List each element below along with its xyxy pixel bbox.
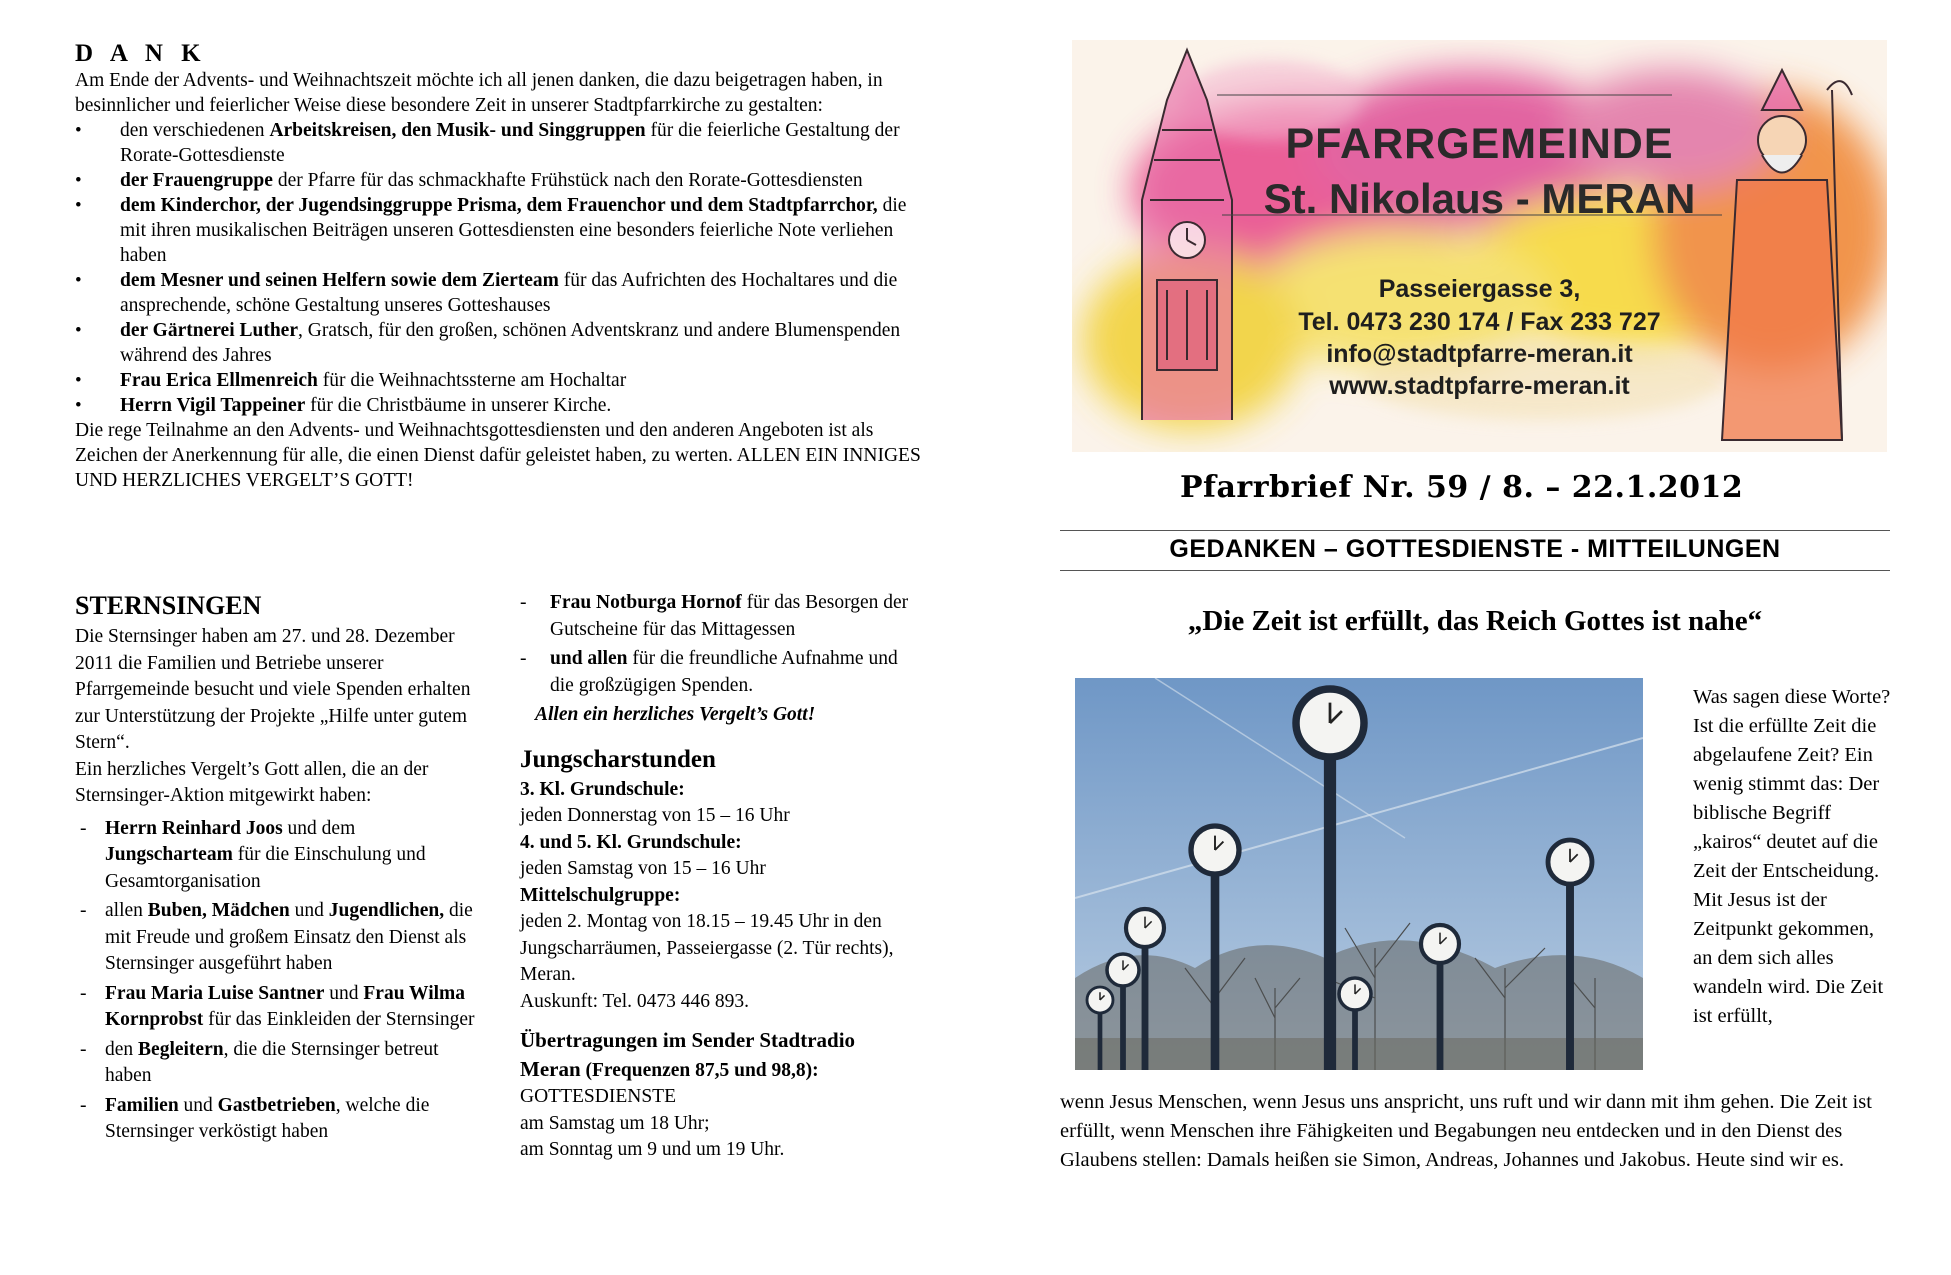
item-post: der Pfarre für das schmackhafte Frühstück nach den Rorate-Gottesdiensten	[272, 170, 863, 191]
meditation-side-text: Was sagen diese Worte? Ist die erfüllte Zeit die abgelaufene Zeit? Ein wenig stimmt das: Der biblische Begriff „kairos“ deutet auf die Zeit der Entscheidung. Mit Jesus ist der Zeitpunkt gekommen, an dem sich alles wandeln wird. Die Zeit ist erfüllt,	[1693, 686, 1891, 1027]
sternsingen-list-item	[75, 1093, 475, 1146]
dank-outro: Die rege Teilnahme an den Advents- und Weihnachtsgottesdiensten und den anderen Angeboten ist als Zeichen der Anerkennung für alle, die einen Dienst dafür geleistet haben, zu werten. ALLEN EIN INNIGES UND HERZLICHES VERGELT’S GOTT!	[75, 420, 921, 491]
radio-freq: (Frequenzen 87,5 und 98,8):	[580, 1059, 819, 1081]
item-bold: dem Mesner und seinen Helfern sowie dem Zierteam	[120, 270, 559, 291]
radio-title: Übertragungen im Sender Stadtradio Meran	[520, 1028, 856, 1081]
divider-bottom	[1060, 570, 1890, 571]
jungschar-title: Jungscharstunden	[520, 745, 716, 773]
sternsingen-intro: Die Sternsinger haben am 27. und 28. Dezember 2011 die Familien und Betriebe unserer Pfarrgemeinde besucht und viele Spenden erhalten zur Unterstützung der Projekte „Hilfe unter gutem Stern“.	[75, 626, 471, 753]
item-bold: Herrn Vigil Tappeiner	[120, 395, 306, 416]
item-post: für die Einschulung und Gesamtorganisation	[105, 844, 426, 892]
jungschar-info: Auskunft: Tel. 0473 446 893.	[520, 990, 750, 1012]
jungschar-group3-time: jeden 2. Montag von 18.15 – 19.45 Uhr in den Jungscharräumen, Passeiergasse (2. Tür rechts), Meran.	[520, 911, 894, 985]
parish-address: Passeiergasse 3,	[1378, 275, 1581, 303]
sternsingen-item-text	[550, 646, 920, 699]
item-bold2: Gastbetrieben	[217, 1094, 336, 1116]
sternsingen-list-item	[520, 646, 920, 699]
parish-web: www.stadtpfarre-meran.it	[1329, 372, 1630, 400]
dank-section	[75, 40, 925, 493]
item-post: für die Christbäume in unserer Kirche.	[305, 395, 612, 416]
item-pre: allen	[105, 900, 148, 921]
radio-line3: am Sonntag um 9 und um 19 Uhr.	[520, 1139, 785, 1160]
item-bold: der Gärtnerei Luther	[120, 320, 298, 341]
item-bold2: Jugendlichen,	[328, 900, 445, 921]
item-bold2: Jungscharteam	[105, 844, 233, 865]
jungschar-group2-time: jeden Samstag von 15 – 16 Uhr	[520, 858, 766, 879]
jungschar-group2-label: 4. und 5. Kl. Grundschule:	[520, 831, 742, 853]
sternsingen-item-text	[105, 816, 475, 896]
clocks-photo-svg	[1075, 678, 1643, 1070]
clock-pole	[1437, 963, 1444, 1070]
sternsingen-thanks: Allen ein herzliches Vergelt’s Gott!	[535, 704, 816, 725]
dank-title: D A N K	[75, 40, 207, 67]
dash-icon: -	[80, 817, 87, 839]
dank-list-item	[75, 368, 925, 393]
item-post: , die die Sternsinger betreut haben	[105, 1038, 439, 1086]
dank-item-text	[120, 118, 925, 168]
item-post: die mit ihren musikalischen Beiträgen unseren Gottesdiensten eine besonders feierliche Note verliehen haben	[120, 195, 907, 266]
clock-pole	[1120, 986, 1126, 1070]
dash-icon: -	[80, 1038, 87, 1060]
sternsingen-item-text	[550, 590, 920, 643]
dash-icon: -	[80, 1094, 87, 1116]
item-bold: Frau Maria Luise Santner	[105, 982, 325, 1004]
sternsingen-list-item	[75, 816, 475, 896]
item-bold: Begleitern	[138, 1038, 224, 1060]
item-bold: der Frauengruppe	[120, 170, 273, 191]
item-bold: Buben, Mädchen	[147, 900, 290, 921]
radio-rest: GOTTESDIENSTE	[520, 1086, 676, 1107]
dank-list	[75, 118, 925, 418]
radio-line2: am Samstag um 18 Uhr;	[520, 1112, 710, 1134]
item-post: für das Aufrichten des Hochaltares und die ansprechende, schöne Gestaltung unseres Gotteshauses	[120, 270, 898, 316]
clock-pole	[1352, 1010, 1358, 1070]
sternsingen-item-text	[105, 1093, 475, 1146]
middle-column	[520, 590, 920, 1164]
item-post: , welche die Sternsinger verköstigt haben	[105, 1094, 430, 1142]
item-bold: Frau Notburga Hornof	[550, 592, 742, 613]
item-post: für das Einkleiden der Sternsinger	[203, 1009, 475, 1030]
sternsingen-title: STERNSINGEN	[75, 591, 262, 620]
bullet-icon: •	[75, 120, 82, 141]
clock-pole	[1098, 1013, 1103, 1070]
dank-list-item	[75, 318, 925, 368]
dank-item-text	[120, 168, 925, 193]
radio-block	[520, 1027, 920, 1164]
divider-top	[1060, 530, 1890, 531]
parish-name-line1: PFARRGEMEINDE	[1285, 120, 1674, 168]
jungschar-group1-time: jeden Donnerstag von 15 – 16 Uhr	[520, 805, 790, 826]
dank-item-text	[120, 318, 925, 368]
dash-icon: -	[80, 982, 87, 1004]
dash-icon: -	[520, 648, 527, 669]
dank-list-item	[75, 118, 925, 168]
sternsingen-item-text	[105, 898, 475, 978]
item-mid: und dem	[282, 817, 356, 839]
issue-number: Pfarrbrief Nr. 59 / 8. – 22.1.2012	[1180, 470, 1744, 505]
jungschar-group3-label: Mittelschulgruppe:	[520, 884, 681, 906]
sternsingen-item-text	[105, 1037, 475, 1090]
item-post: die mit Freude und großem Einsatz den Dienst als Sternsinger ausgeführt haben	[105, 900, 473, 974]
sternsingen-item-text	[105, 981, 475, 1034]
dank-item-text	[120, 368, 925, 393]
parish-phone: Tel. 0473 230 174 / Fax 233 727	[1298, 308, 1661, 336]
parish-email: info@stadtpfarre-meran.it	[1326, 340, 1633, 368]
item-post: für die feierliche Gestaltung der Rorate-Gottesdienste	[120, 120, 900, 166]
clock-pole	[1142, 947, 1149, 1070]
sternsingen-intro2: Ein herzliches Vergelt’s Gott allen, die an der Sternsinger-Aktion mitgewirkt haben:	[75, 758, 429, 806]
dank-intro: Am Ende der Advents- und Weihnachtszeit möchte ich all jenen danken, die dazu beigetragen haben, in besinnlicher und feierlicher Weise diese besondere Zeit in unserer Stadtpfarrkirche zu gestalten:	[75, 70, 883, 116]
item-bold: Frau Erica Ellmenreich	[120, 370, 318, 391]
sternsingen-list	[75, 816, 475, 1146]
item-bold: dem Kinderchor, der Jugendsinggruppe Prisma, dem Frauenchor und dem Stadtpfarrchor,	[120, 195, 878, 216]
item-mid: und	[178, 1094, 218, 1116]
item-pre: den	[105, 1038, 139, 1060]
quote-heading: „Die Zeit ist erfüllt, das Reich Gottes ist nahe“	[1187, 605, 1763, 637]
item-post: für die Weihnachtssterne am Hochaltar	[317, 370, 627, 391]
dash-icon: -	[80, 900, 87, 921]
sternsingen-list-continued	[520, 590, 920, 699]
bullet-icon: •	[75, 270, 82, 291]
meditation-body-text: wenn Jesus Menschen, wenn Jesus uns anspricht, uns ruft und wir dann mit ihm gehen. Die Zeit ist erfüllt, wenn Menschen ihre Fähigkeiten und Begabungen neu entdecken und in den Dienst des Glaubens stellen: Damals heißen sie Simon, Andreas, Johannes und Jakobus. Heute sind wir es.	[1060, 1091, 1872, 1171]
jungschar-group1-label: 3. Kl. Grundschule:	[520, 778, 685, 800]
item-post: für das Besorgen der Gutscheine für das Mittagessen	[550, 592, 909, 640]
sternsingen-list-item	[520, 590, 920, 643]
item-post: , Gratsch, für den großen, schönen Adventskranz und andere Blumenspenden während des Jahres	[120, 320, 901, 366]
dash-icon: -	[520, 592, 527, 613]
bullet-icon: •	[75, 395, 82, 416]
sternsingen-list-item	[75, 1037, 475, 1090]
parish-header-card	[1072, 40, 1887, 452]
dank-item-text	[120, 393, 925, 418]
item-mid: und	[289, 900, 329, 921]
item-bold: Familien	[105, 1094, 179, 1116]
dank-item-text	[120, 268, 925, 318]
bullet-icon: •	[75, 370, 82, 391]
dank-list-item	[75, 268, 925, 318]
item-post: für die freundliche Aufnahme und die großzügigen Spenden.	[550, 648, 898, 696]
dank-item-text	[120, 193, 925, 268]
clock-pole	[1566, 884, 1574, 1070]
sternsingen-section	[75, 590, 475, 1149]
dank-list-item	[75, 393, 925, 418]
clock-pole	[1324, 757, 1336, 1070]
item-bold: Herrn Reinhard Joos	[105, 817, 283, 839]
item-mid: und	[324, 982, 364, 1004]
dank-list-item	[75, 193, 925, 268]
bullet-icon: •	[75, 195, 82, 216]
clock-pole	[1211, 874, 1220, 1070]
item-bold: Arbeitskreisen, den Musik- und Singgruppen	[269, 120, 646, 141]
clocks-photo	[1075, 678, 1643, 1070]
sternsingen-list-item	[75, 981, 475, 1034]
dank-list-item	[75, 168, 925, 193]
parish-name-line2: St. Nikolaus - MERAN	[1263, 175, 1696, 222]
bullet-icon: •	[75, 170, 82, 191]
item-pre: den verschiedenen	[120, 120, 270, 141]
section-heading: GEDANKEN – GOTTESDIENSTE - MITTEILUNGEN	[1169, 535, 1781, 563]
item-bold: und allen	[550, 648, 628, 669]
sternsingen-list-item	[75, 898, 475, 978]
item-bold2: Frau Wilma Kornprobst	[105, 982, 466, 1030]
bullet-icon: •	[75, 320, 82, 341]
